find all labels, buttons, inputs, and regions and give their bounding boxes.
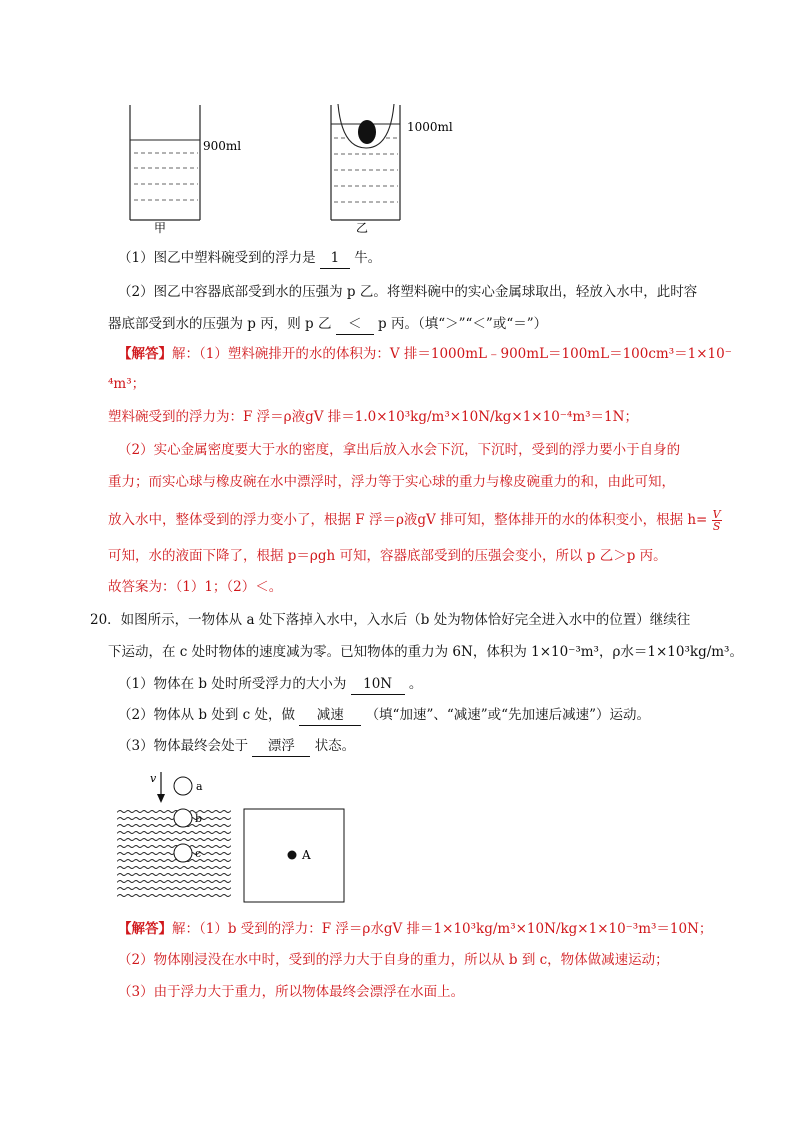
q20-part1-tail: 。 (408, 676, 423, 692)
caption-yi: 乙 (356, 221, 369, 235)
q20-part2-text: （2）物体从 b 处到 c 处，做 (118, 707, 295, 723)
answer19-text6: 放入水中，整体受到的浮力变小了，根据 F 浮＝ρ液gV 排可知，整体排开的水的体积变小，根据 h= (108, 512, 708, 528)
answer20-tag: 【解答】 (118, 921, 172, 937)
answer19-text4: （2）实心金属密度要大于水的密度，拿出后放入水会下沉，下沉时，受到的浮力要小于自身的 (118, 442, 681, 458)
metal-ball (358, 120, 376, 144)
label-v: v (150, 772, 157, 785)
container-yi (331, 104, 400, 220)
container-figure (120, 100, 460, 240)
label-900ml: 900ml (203, 139, 242, 153)
answer19-tag: 【解答】 (118, 346, 172, 362)
caption-jia: 甲 (154, 221, 167, 235)
q20-part3 (118, 736, 733, 757)
q19-part2-tail: p 丙。（填“＞”“＜”或“＝”） (378, 316, 548, 332)
answer19-text3: 塑料碗受到的浮力为：F 浮＝ρ液gV 排＝1.0×10³kg/m³×10N/kg×1×10⁻⁴m³＝1N； (108, 409, 638, 425)
q19-part1-tail: 牛。 (354, 250, 382, 266)
container-jia (130, 105, 200, 220)
answer20-text2: （2）物体刚浸没在水中时，受到的浮力大于自身的重力，所以从 b 到 c，物体做减速运动； (118, 952, 669, 968)
q19-answer1: 1 (320, 248, 350, 269)
answer19-text8: 故答案为：（1）1；（2）＜。 (108, 579, 283, 595)
falling-object-figure (110, 766, 360, 906)
answer20-line2 (118, 950, 733, 970)
answer20-line3 (118, 982, 733, 1002)
answer19-text5: 重力；而实心球与橡皮碗在水中漂浮时，浮力等于实心球的重力与橡皮碗重力的和，由此可知， (108, 474, 675, 490)
answer19-line7 (108, 546, 733, 566)
q20-line1 (90, 610, 733, 630)
answer19-line4 (118, 440, 733, 460)
q19-part1 (118, 248, 733, 269)
answer20-text1: 解：（1）b 受到的浮力：F 浮＝ρ水gV 排＝1×10³kg/m³×10N/kg×1×10⁻³m³＝10N； (172, 921, 713, 937)
q20-part1 (118, 674, 733, 695)
q20-answer2: 减速 (299, 705, 361, 726)
q19-part2-line1 (118, 282, 733, 302)
label-A: A (302, 848, 311, 862)
q20-part3-text: （3）物体最终会处于 (118, 738, 249, 754)
object-c (174, 844, 192, 862)
answer19-line1 (118, 344, 733, 364)
answer19-line6 (108, 509, 733, 532)
answer19-line8 (108, 577, 733, 597)
q19-answer2: ＜ (336, 314, 374, 335)
answer19-line2 (108, 374, 733, 394)
answer19-line5 (108, 472, 733, 492)
answer19-line3 (108, 407, 733, 427)
object-b (174, 809, 192, 827)
q19-part2-text: （2）图乙中容器底部受到水的压强为 p 乙。将塑料碗中的实心金属球取出，轻放入水中，此时容 (118, 284, 698, 300)
label-a: a (196, 780, 203, 793)
q20-part2-tail: （填“加速”、“减速”或“先加速后减速”）运动。 (365, 707, 650, 723)
q19-part2-line2 (108, 314, 733, 335)
fraction-denominator: S (712, 520, 721, 533)
q20-part2 (118, 705, 733, 726)
q20-answer3: 漂浮 (252, 736, 310, 757)
answer19-text7: 可知，水的液面下降了，根据 p＝ρgh 可知，容器底部受到的压强会变小，所以 p 乙＞p 丙。 (108, 548, 667, 564)
q20-part3-tail: 状态。 (314, 738, 356, 754)
point-a (288, 851, 297, 860)
label-1000ml: 1000ml (407, 120, 453, 134)
answer19-text2: ⁴m³； (108, 376, 146, 392)
arrow-head (157, 794, 165, 803)
q20-stem2: 下运动，在 c 处时物体的速度减为零。已知物体的重力为 6N，体积为 1×10⁻³m³，ρ水＝1×10³kg/m³。 (108, 644, 743, 660)
answer19-text1: 解：（1）塑料碗排开的水的体积为：V 排＝1000mL﹣900mL＝100mL＝100cm³＝1×10⁻ (172, 346, 732, 362)
label-c: c (195, 847, 202, 860)
answer20-text3: （3）由于浮力大于重力，所以物体最终会漂浮在水面上。 (118, 984, 465, 1000)
q20-line2 (108, 642, 743, 662)
label-b: b (195, 812, 203, 825)
fraction-numerator: V (712, 508, 721, 521)
q20-stem1: 20．如图所示，一物体从 a 处下落掉入水中，入水后（b 处为物体恰好完全进入水中的位置）继续往 (90, 612, 691, 628)
object-a (174, 777, 192, 795)
answer20-line1 (118, 919, 733, 939)
fraction-v-over-s (712, 509, 722, 532)
q20-part1-text: （1）物体在 b 处时所受浮力的大小为 (118, 676, 347, 692)
q19-part2-text2: 器底部受到水的压强为 p 丙，则 p 乙 (108, 316, 332, 332)
q19-part1-text: （1）图乙中塑料碗受到的浮力是 (118, 250, 316, 266)
q20-answer1: 10N (351, 674, 405, 695)
